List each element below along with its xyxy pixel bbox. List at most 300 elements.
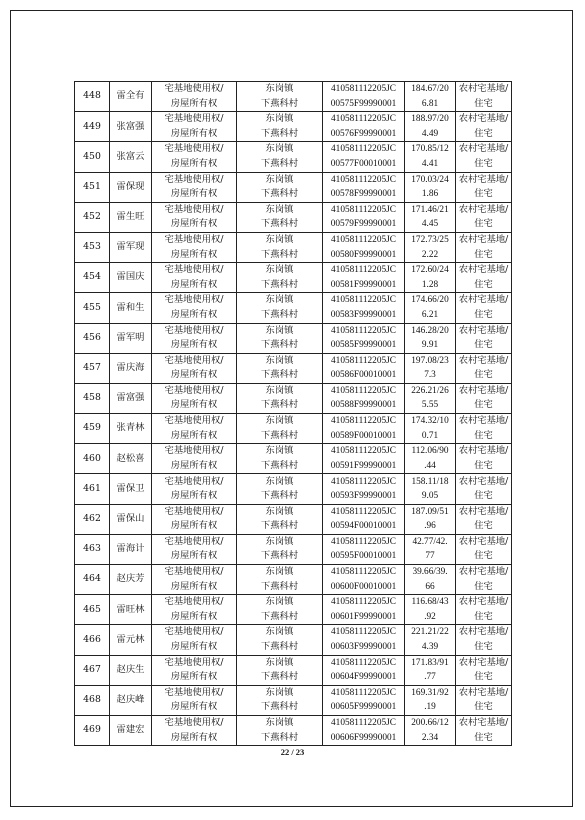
right-type-line1: 宅基地使用权/ [164,686,224,698]
right-type-line2: 房屋所有权 [170,188,218,200]
row-number: 461 [75,474,110,504]
location-village: 下燕科村 [260,278,299,290]
area [405,474,456,504]
location [237,353,323,383]
location-village: 下燕科村 [260,127,299,139]
right-type [152,504,237,534]
row-number: 448 [75,82,110,112]
location-village: 下燕科村 [260,429,299,441]
land-use-line2: 住宅 [474,459,493,471]
right-type-line1: 宅基地使用权/ [164,505,224,517]
location-village: 下燕科村 [260,459,299,471]
unit-code-line1: 410581112205JC [331,84,396,95]
right-type-line1: 宅基地使用权/ [164,626,224,638]
land-use [456,655,512,685]
right-type-line2: 房屋所有权 [170,157,218,169]
location-town: 东岗镇 [265,354,294,366]
area [405,414,456,444]
land-use-line1: 农村宅基地/ [458,535,509,547]
land-use-line2: 住宅 [474,610,493,622]
owner-name: 雷和生 [110,293,152,323]
unit-code-line1: 410581112205JC [331,627,396,638]
right-type-line2: 房屋所有权 [170,459,218,471]
land-use [456,82,512,112]
right-type-line1: 宅基地使用权/ [164,656,224,668]
location [237,534,323,564]
unit-code [323,323,405,353]
unit-code-line2: 00604F99990001 [330,672,397,683]
location-town: 东岗镇 [265,384,294,396]
right-type-line2: 房屋所有权 [170,701,218,713]
right-type-line1: 宅基地使用权/ [164,415,224,427]
table-row [75,685,512,715]
row-number: 467 [75,655,110,685]
area-line1: 42.77/42. [412,536,448,547]
location-town: 东岗镇 [265,143,294,155]
row-number: 456 [75,323,110,353]
right-type [152,82,237,112]
table-row [75,323,512,353]
unit-code [323,715,405,745]
land-use-line2: 住宅 [474,520,493,532]
right-type-line2: 房屋所有权 [170,490,218,502]
area-line1: 158.11/18 [411,476,449,487]
location [237,625,323,655]
land-use [456,172,512,202]
area [405,655,456,685]
land-use [456,383,512,413]
right-type-line2: 房屋所有权 [170,520,218,532]
right-type-line1: 宅基地使用权/ [164,596,224,608]
right-type [152,655,237,685]
table-row [75,504,512,534]
row-number: 462 [75,504,110,534]
land-use-line1: 农村宅基地/ [458,626,509,638]
land-use-line1: 农村宅基地/ [458,264,509,276]
location-village: 下燕科村 [260,369,299,381]
right-type-line1: 宅基地使用权/ [164,203,224,215]
location [237,202,323,232]
row-number: 455 [75,293,110,323]
area-line2: 66 [425,581,435,592]
land-use [456,232,512,262]
area-line2: .44 [424,460,436,471]
area [405,504,456,534]
unit-code-line2: 00581F99990001 [330,279,397,290]
owner-name: 雷保山 [110,504,152,534]
right-type [152,353,237,383]
right-type-line1: 宅基地使用权/ [164,717,224,729]
area-line2: 2.22 [421,249,439,260]
area-line1: 184.67/20 [411,84,449,95]
owner-name: 雷建宏 [110,715,152,745]
table-row [75,474,512,504]
area [405,685,456,715]
location [237,715,323,745]
right-type [152,534,237,564]
land-use-line1: 农村宅基地/ [458,384,509,396]
right-type [152,172,237,202]
area-line1: 174.66/20 [411,295,449,306]
area [405,263,456,293]
row-number: 458 [75,383,110,413]
area-line2: 6.21 [421,309,439,320]
land-use [456,112,512,142]
row-number: 449 [75,112,110,142]
unit-code-line2: 00593F99990001 [330,491,397,502]
right-type-line2: 房屋所有权 [170,218,218,230]
land-use-line2: 住宅 [474,490,493,502]
area [405,715,456,745]
owner-name: 雷元林 [110,625,152,655]
table-row [75,112,512,142]
location-town: 东岗镇 [265,445,294,457]
unit-code [323,263,405,293]
area [405,534,456,564]
owner-name: 张富强 [110,112,152,142]
location-town: 东岗镇 [265,264,294,276]
land-use-line2: 住宅 [474,701,493,713]
row-number: 466 [75,625,110,655]
land-use-line1: 农村宅基地/ [458,354,509,366]
location-town: 东岗镇 [265,717,294,729]
location-town: 东岗镇 [265,656,294,668]
right-type-line1: 宅基地使用权/ [164,324,224,336]
table-row [75,142,512,172]
location-village: 下燕科村 [260,731,299,743]
right-type-line1: 宅基地使用权/ [164,143,224,155]
land-use [456,685,512,715]
area [405,353,456,383]
unit-code [323,142,405,172]
unit-code [323,112,405,142]
land-use-line2: 住宅 [474,399,493,411]
area-line2: .77 [424,672,436,683]
unit-code-line1: 410581112205JC [331,597,396,608]
row-number: 453 [75,232,110,262]
land-use-line1: 农村宅基地/ [458,566,509,578]
unit-code-line2: 00588F99990001 [330,400,397,411]
right-type-line1: 宅基地使用权/ [164,173,224,185]
row-number: 459 [75,414,110,444]
location [237,414,323,444]
area [405,444,456,474]
land-use [456,353,512,383]
location-town: 东岗镇 [265,566,294,578]
right-type-line2: 房屋所有权 [170,731,218,743]
location-village: 下燕科村 [260,671,299,683]
unit-code-line2: 00585F99990001 [330,340,397,351]
land-use-line1: 农村宅基地/ [458,143,509,155]
area [405,323,456,353]
location-village: 下燕科村 [260,520,299,532]
owner-name: 雷军现 [110,232,152,262]
area-line2: 0.71 [421,430,439,441]
land-use-line2: 住宅 [474,550,493,562]
location-village: 下燕科村 [260,308,299,320]
location-town: 东岗镇 [265,475,294,487]
land-use [456,595,512,625]
location [237,655,323,685]
unit-code-line2: 00595F00010001 [330,551,397,562]
right-type-line1: 宅基地使用权/ [164,475,224,487]
area [405,595,456,625]
unit-code-line1: 410581112205JC [331,355,396,366]
land-use-line1: 农村宅基地/ [458,415,509,427]
land-use-line2: 住宅 [474,97,493,109]
right-type-line1: 宅基地使用权/ [164,234,224,246]
land-use-line1: 农村宅基地/ [458,203,509,215]
location-village: 下燕科村 [260,490,299,502]
land-use [456,142,512,172]
unit-code-line1: 410581112205JC [331,235,396,246]
area-line2: 4.45 [421,219,439,230]
land-use-line1: 农村宅基地/ [458,717,509,729]
area-line1: 169.31/92 [411,687,449,698]
land-use-line2: 住宅 [474,157,493,169]
right-type [152,595,237,625]
table-row [75,172,512,202]
page-number: 22 / 23 [280,747,305,757]
location-town: 东岗镇 [265,203,294,215]
unit-code [323,655,405,685]
unit-code [323,565,405,595]
area-line1: 200.66/12 [411,718,449,729]
location [237,504,323,534]
unit-code [323,685,405,715]
area [405,112,456,142]
land-use-line1: 农村宅基地/ [458,596,509,608]
location-town: 东岗镇 [265,626,294,638]
table-row [75,444,512,474]
area-line1: 171.46/21 [411,204,449,215]
unit-code-line2: 00591F99990001 [330,460,397,471]
land-use [456,504,512,534]
table-row [75,625,512,655]
location-village: 下燕科村 [260,157,299,169]
area-line1: 171.83/91 [411,657,449,668]
land-use [456,293,512,323]
location-village: 下燕科村 [260,218,299,230]
row-number: 465 [75,595,110,625]
right-type-line1: 宅基地使用权/ [164,384,224,396]
owner-name: 张青林 [110,414,152,444]
location [237,112,323,142]
unit-code-line1: 410581112205JC [331,325,396,336]
area-line1: 39.66/39. [412,567,448,578]
unit-code [323,353,405,383]
land-use-line1: 农村宅基地/ [458,324,509,336]
area [405,625,456,655]
table-row [75,353,512,383]
unit-code-line2: 00603F99990001 [330,641,397,652]
right-type-line2: 房屋所有权 [170,127,218,139]
right-type-line1: 宅基地使用权/ [164,294,224,306]
unit-code [323,595,405,625]
row-number: 464 [75,565,110,595]
unit-code-line1: 410581112205JC [331,446,396,457]
row-number: 454 [75,263,110,293]
location-town: 东岗镇 [265,294,294,306]
area-line2: 1.28 [421,279,439,290]
location-town: 东岗镇 [265,686,294,698]
area-line1: 170.85/12 [411,144,449,155]
unit-code [323,444,405,474]
area-line2: 1.86 [421,189,439,200]
land-use-line1: 农村宅基地/ [458,445,509,457]
area-line2: .96 [424,521,436,532]
land-use-line1: 农村宅基地/ [458,475,509,487]
land-use [456,323,512,353]
land-use [456,444,512,474]
row-number: 469 [75,715,110,745]
area [405,293,456,323]
area-line1: 197.08/23 [411,355,449,366]
location [237,474,323,504]
land-use-line2: 住宅 [474,278,493,290]
right-type-line2: 房屋所有权 [170,248,218,260]
unit-code [323,474,405,504]
location-town: 东岗镇 [265,415,294,427]
location [237,565,323,595]
land-use-line2: 住宅 [474,369,493,381]
owner-name: 赵庆峰 [110,685,152,715]
owner-name: 雷保卫 [110,474,152,504]
row-number: 450 [75,142,110,172]
land-use-line2: 住宅 [474,640,493,652]
right-type [152,263,237,293]
land-use [456,263,512,293]
owner-name: 赵庆生 [110,655,152,685]
right-type [152,202,237,232]
area-line1: 116.68/43 [411,597,449,608]
right-type-line2: 房屋所有权 [170,399,218,411]
location-town: 东岗镇 [265,234,294,246]
right-type-line1: 宅基地使用权/ [164,354,224,366]
unit-code-line2: 00594F00010001 [330,521,397,532]
table-row [75,534,512,564]
owner-name: 雷海计 [110,534,152,564]
owner-name: 雷全有 [110,82,152,112]
unit-code-line1: 410581112205JC [331,718,396,729]
right-type [152,444,237,474]
unit-code-line2: 00606F99990001 [330,732,397,743]
location-village: 下燕科村 [260,701,299,713]
unit-code [323,414,405,444]
location-village: 下燕科村 [260,550,299,562]
unit-code-line1: 410581112205JC [331,295,396,306]
table-row [75,293,512,323]
right-type [152,715,237,745]
owner-name: 雷庆海 [110,353,152,383]
row-number: 457 [75,353,110,383]
right-type [152,323,237,353]
owner-name: 赵庆芳 [110,565,152,595]
right-type [152,414,237,444]
registration-table [74,81,512,746]
area-line2: 9.05 [421,491,439,502]
right-type-line2: 房屋所有权 [170,610,218,622]
area-line2: 4.41 [421,158,439,169]
unit-code [323,202,405,232]
unit-code [323,534,405,564]
location-village: 下燕科村 [260,610,299,622]
land-use-line2: 住宅 [474,248,493,260]
table-row [75,595,512,625]
unit-code [323,232,405,262]
area-line1: 170.03/24 [411,174,449,185]
land-use-line2: 住宅 [474,731,493,743]
land-use-line1: 农村宅基地/ [458,113,509,125]
location [237,142,323,172]
owner-name: 赵松喜 [110,444,152,474]
table-row [75,263,512,293]
row-number: 468 [75,685,110,715]
location-village: 下燕科村 [260,640,299,652]
location-town: 东岗镇 [265,596,294,608]
table-row [75,82,512,112]
area-line1: 188.97/20 [411,114,449,125]
area [405,202,456,232]
unit-code-line1: 410581112205JC [331,174,396,185]
land-use [456,534,512,564]
row-number: 452 [75,202,110,232]
area-line2: 5.55 [421,400,439,411]
unit-code-line2: 00600F00010001 [330,581,397,592]
area [405,565,456,595]
right-type-line1: 宅基地使用权/ [164,264,224,276]
right-type [152,232,237,262]
unit-code-line1: 410581112205JC [331,385,396,396]
land-use-line1: 农村宅基地/ [458,686,509,698]
unit-code [323,383,405,413]
location-town: 东岗镇 [265,505,294,517]
unit-code-line2: 00605F99990001 [330,702,397,713]
unit-code-line1: 410581112205JC [331,416,396,427]
right-type-line1: 宅基地使用权/ [164,535,224,547]
unit-code-line1: 410581112205JC [331,144,396,155]
land-use-line2: 住宅 [474,339,493,351]
table-row [75,565,512,595]
area-line1: 172.73/25 [411,235,449,246]
right-type-line1: 宅基地使用权/ [164,445,224,457]
land-use-line2: 住宅 [474,429,493,441]
land-use-line2: 住宅 [474,580,493,592]
right-type [152,474,237,504]
right-type [152,142,237,172]
area [405,82,456,112]
unit-code-line1: 410581112205JC [331,657,396,668]
land-use-line2: 住宅 [474,218,493,230]
unit-code [323,504,405,534]
unit-code-line2: 00577F00010001 [330,158,397,169]
location [237,293,323,323]
unit-code-line2: 00586F00010001 [330,370,397,381]
location-village: 下燕科村 [260,580,299,592]
location [237,685,323,715]
right-type-line2: 房屋所有权 [170,580,218,592]
location [237,232,323,262]
location-town: 东岗镇 [265,535,294,547]
row-number: 463 [75,534,110,564]
unit-code-line1: 410581112205JC [331,567,396,578]
area-line2: .92 [424,611,436,622]
unit-code [323,172,405,202]
table-row [75,715,512,745]
right-type [152,625,237,655]
location-village: 下燕科村 [260,339,299,351]
unit-code-line2: 00589F00010001 [330,430,397,441]
